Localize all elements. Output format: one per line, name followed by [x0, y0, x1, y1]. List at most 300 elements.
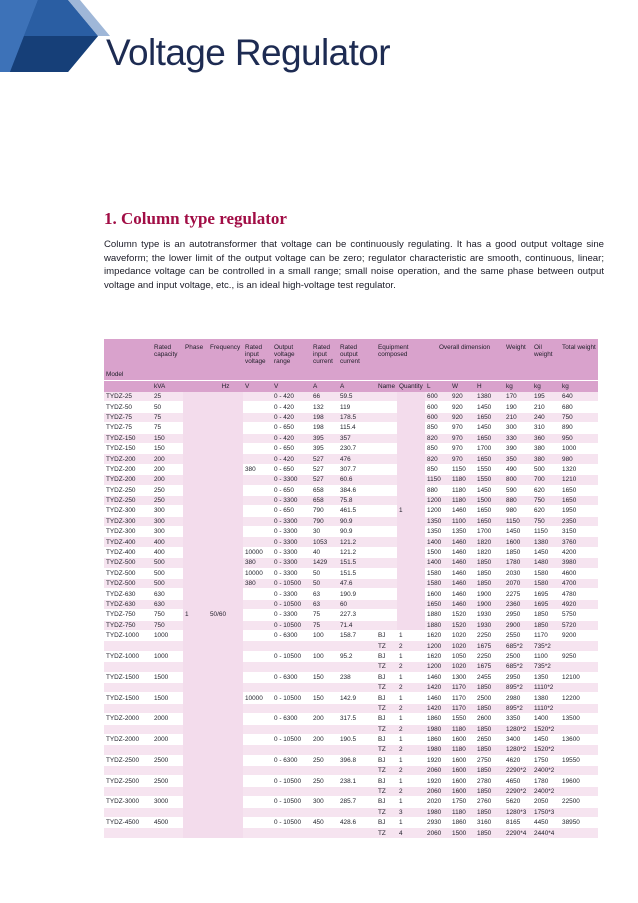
cell-aout: 142.9	[338, 693, 376, 703]
cell-range: 0 - 10500	[272, 620, 311, 630]
cell-kva	[152, 807, 183, 817]
cell-oil: 1350	[532, 672, 560, 682]
table-row	[104, 807, 598, 817]
cell-vin	[243, 443, 272, 453]
cell-h: 1900	[475, 599, 504, 609]
cell-vin	[243, 402, 272, 412]
cell-w: 920	[450, 412, 475, 422]
cell-total	[560, 786, 598, 796]
cell-l: 1200	[425, 506, 450, 516]
cell-range: 0 - 420	[272, 454, 311, 464]
cell-range: 0 - 6300	[272, 630, 311, 640]
cell-model: TYDZ-1500	[104, 672, 152, 682]
cell-oil: 1850	[532, 610, 560, 620]
cell-aout: 384.6	[338, 485, 376, 495]
cell-ain: 50	[311, 579, 338, 589]
cell-aout: 121.2	[338, 537, 376, 547]
cell-ain	[311, 786, 338, 796]
cell-ain	[311, 682, 338, 692]
cell-ain: 75	[311, 610, 338, 620]
cell-qty: 1	[397, 651, 425, 661]
cell-aout: 461.5	[338, 506, 376, 516]
cell-wt: 2980	[504, 693, 532, 703]
cell-oil: 620	[532, 485, 560, 495]
cell-h: 1450	[475, 485, 504, 495]
cell-h: 2250	[475, 630, 504, 640]
cell-oil: 750	[532, 495, 560, 505]
cell-kva	[152, 641, 183, 651]
cell-model	[104, 786, 152, 796]
cell-wt: 350	[504, 454, 532, 464]
table-row	[104, 558, 598, 568]
cell-range: 0 - 3300	[272, 589, 311, 599]
table-row	[104, 464, 598, 474]
cell-h: 1820	[475, 547, 504, 557]
cell-w: 1180	[450, 475, 475, 485]
table-row	[104, 672, 598, 682]
cell-model: TYDZ-150	[104, 433, 152, 443]
cell-h: 1930	[475, 620, 504, 630]
unit-frequency: Hz	[208, 381, 243, 393]
cell-model: TYDZ-300	[104, 506, 152, 516]
cell-w: 920	[450, 402, 475, 412]
intro-paragraph: Column type is an autotransformer that voltage can be continuously regulating. It has a good output voltage sine waveform; the lower limit of the output voltage can be zero; regulator characteristic are smooth, continuous, linear; impedance voltage can be controlled in a small range; small noise operation, and the same phase between output voltage and input voltage, etc., is an ideal high-voltage test regulator.	[104, 239, 604, 291]
cell-oil: 1100	[532, 651, 560, 661]
cell-oil: 735*2	[532, 662, 560, 672]
cell-ain: 1429	[311, 558, 338, 568]
cell-name	[376, 558, 397, 568]
cell-total: 38950	[560, 818, 598, 828]
header-overall-dimension: Overall dimension	[425, 339, 504, 381]
cell-l: 600	[425, 392, 450, 402]
cell-ain: 450	[311, 818, 338, 828]
table-row	[104, 579, 598, 589]
cell-model	[104, 828, 152, 838]
table-row	[104, 485, 598, 495]
table-row	[104, 755, 598, 765]
cell-total	[560, 766, 598, 776]
cell-l: 1500	[425, 547, 450, 557]
cell-h: 2760	[475, 797, 504, 807]
cell-wt: 1780	[504, 558, 532, 568]
cell-h: 1700	[475, 527, 504, 537]
cell-aout: 90.9	[338, 516, 376, 526]
cell-l: 1400	[425, 537, 450, 547]
cell-oil: 1450	[532, 547, 560, 557]
cell-kva: 2000	[152, 734, 183, 744]
cell-model: TYDZ-630	[104, 589, 152, 599]
cell-ain: 63	[311, 599, 338, 609]
cell-wt: 2290*2	[504, 766, 532, 776]
table-row	[104, 599, 598, 609]
cell-l: 2930	[425, 818, 450, 828]
cell-range: 0 - 420	[272, 412, 311, 422]
cell-ain	[311, 662, 338, 672]
cell-kva	[152, 682, 183, 692]
cell-total: 12200	[560, 693, 598, 703]
cell-aout: 90.9	[338, 527, 376, 537]
header-phase: Phase	[183, 339, 208, 381]
cell-l: 1920	[425, 755, 450, 765]
cell-kva	[152, 828, 183, 838]
cell-wt: 1600	[504, 537, 532, 547]
cell-vin	[243, 672, 272, 682]
cell-w: 1750	[450, 797, 475, 807]
cell-vin	[243, 682, 272, 692]
cell-aout: 119	[338, 402, 376, 412]
cell-total	[560, 641, 598, 651]
cell-l: 1620	[425, 630, 450, 640]
cell-ain: 790	[311, 506, 338, 516]
cell-aout	[338, 662, 376, 672]
cell-ain: 658	[311, 485, 338, 495]
cell-oil: 2440*4	[532, 828, 560, 838]
cell-kva: 4500	[152, 818, 183, 828]
cell-range	[272, 682, 311, 692]
cell-model: TYDZ-150	[104, 443, 152, 453]
cell-vin	[243, 630, 272, 640]
cell-range	[272, 745, 311, 755]
cell-qty: 2	[397, 641, 425, 651]
cell-qty: 1	[397, 734, 425, 744]
cell-oil: 360	[532, 433, 560, 443]
cell-range: 0 - 3300	[272, 568, 311, 578]
cell-oil: 735*2	[532, 641, 560, 651]
cell-l: 1920	[425, 776, 450, 786]
cell-total: 2350	[560, 516, 598, 526]
unit-w: W	[450, 381, 475, 393]
cell-model: TYDZ-400	[104, 537, 152, 547]
cell-w: 1020	[450, 641, 475, 651]
cell-w: 1180	[450, 495, 475, 505]
cell-total: 13600	[560, 734, 598, 744]
cell-name	[376, 443, 397, 453]
cell-qty: 4	[397, 828, 425, 838]
cell-name: TZ	[376, 828, 397, 838]
cell-l: 1650	[425, 599, 450, 609]
cell-vin	[243, 433, 272, 443]
cell-range: 0 - 6300	[272, 672, 311, 682]
cell-w: 1600	[450, 734, 475, 744]
cell-vin: 380	[243, 579, 272, 589]
cell-aout: 158.7	[338, 630, 376, 640]
cell-model: TYDZ-500	[104, 579, 152, 589]
cell-range: 0 - 10500	[272, 651, 311, 661]
unit-quantity: Quantity	[397, 381, 425, 393]
cell-total: 750	[560, 412, 598, 422]
cell-model: TYDZ-75	[104, 412, 152, 422]
table-row	[104, 402, 598, 412]
cell-wt: 1280*2	[504, 745, 532, 755]
cell-aout	[338, 807, 376, 817]
frequency-cell: 50/60	[208, 392, 243, 838]
cell-wt: 4650	[504, 776, 532, 786]
cell-wt: 390	[504, 443, 532, 453]
cell-aout	[338, 641, 376, 651]
cell-ain: 395	[311, 433, 338, 443]
cell-kva: 500	[152, 558, 183, 568]
cell-range: 0 - 3300	[272, 475, 311, 485]
cell-model: TYDZ-1000	[104, 651, 152, 661]
cell-wt: 1450	[504, 527, 532, 537]
cell-ain: 527	[311, 475, 338, 485]
unit-h: H	[475, 381, 504, 393]
cell-w: 1020	[450, 662, 475, 672]
cell-kva: 250	[152, 495, 183, 505]
cell-aout: 317.5	[338, 714, 376, 724]
cell-h: 1650	[475, 433, 504, 443]
cell-vin	[243, 786, 272, 796]
cell-vin	[243, 620, 272, 630]
cell-kva: 75	[152, 423, 183, 433]
cell-ain: 30	[311, 527, 338, 537]
cell-oil: 1580	[532, 579, 560, 589]
cell-wt: 880	[504, 495, 532, 505]
cell-h: 1850	[475, 579, 504, 589]
cell-l: 1150	[425, 475, 450, 485]
cell-oil: 1170	[532, 630, 560, 640]
cell-range: 0 - 3300	[272, 558, 311, 568]
cell-aout: 190.9	[338, 589, 376, 599]
cell-model: TYDZ-250	[104, 495, 152, 505]
cell-name: BJ	[376, 693, 397, 703]
cell-oil: 700	[532, 475, 560, 485]
cell-name: BJ	[376, 755, 397, 765]
cell-total: 4780	[560, 589, 598, 599]
table-row	[104, 527, 598, 537]
table-row	[104, 630, 598, 640]
cell-name: TZ	[376, 682, 397, 692]
cell-h: 2750	[475, 755, 504, 765]
cell-name	[376, 402, 397, 412]
cell-kva: 200	[152, 464, 183, 474]
cell-model	[104, 662, 152, 672]
cell-w: 1180	[450, 745, 475, 755]
cell-wt: 190	[504, 402, 532, 412]
cell-ain: 250	[311, 755, 338, 765]
cell-l: 1980	[425, 724, 450, 734]
cell-model	[104, 724, 152, 734]
cell-name	[376, 527, 397, 537]
cell-range	[272, 724, 311, 734]
cell-kva: 150	[152, 433, 183, 443]
cell-l: 1460	[425, 672, 450, 682]
table-row	[104, 703, 598, 713]
cell-ain: 658	[311, 495, 338, 505]
cell-kva: 500	[152, 579, 183, 589]
cell-name: TZ	[376, 807, 397, 817]
cell-qty: 2	[397, 724, 425, 734]
cell-name	[376, 433, 397, 443]
cell-range: 0 - 650	[272, 464, 311, 474]
cell-range: 0 - 3300	[272, 547, 311, 557]
section-title: 1. Column type regulator	[104, 209, 287, 228]
cell-w: 1150	[450, 464, 475, 474]
cell-name	[376, 412, 397, 422]
cell-vin	[243, 703, 272, 713]
cell-range: 0 - 3300	[272, 537, 311, 547]
cell-name	[376, 599, 397, 609]
cell-w: 1460	[450, 579, 475, 589]
cell-wt: 685*2	[504, 641, 532, 651]
cell-l: 1580	[425, 579, 450, 589]
table-row	[104, 682, 598, 692]
cell-w: 1600	[450, 776, 475, 786]
cell-range: 0 - 10500	[272, 776, 311, 786]
cell-l: 600	[425, 412, 450, 422]
cell-aout: 60	[338, 599, 376, 609]
cell-total	[560, 745, 598, 755]
unit-l: L	[425, 381, 450, 393]
cell-l: 2060	[425, 786, 450, 796]
cell-l: 2060	[425, 766, 450, 776]
unit-capacity: kVA	[152, 381, 183, 393]
table-row	[104, 589, 598, 599]
table-row	[104, 693, 598, 703]
header-model: Model	[104, 339, 152, 381]
cell-w: 1520	[450, 610, 475, 620]
table-row	[104, 818, 598, 828]
cell-oil: 750	[532, 516, 560, 526]
cell-wt: 800	[504, 475, 532, 485]
cell-total: 13500	[560, 714, 598, 724]
cell-model	[104, 703, 152, 713]
cell-model	[104, 807, 152, 817]
cell-h: 1850	[475, 724, 504, 734]
cell-oil: 1780	[532, 776, 560, 786]
cell-aout: 227.3	[338, 610, 376, 620]
cell-range	[272, 828, 311, 838]
cell-oil: 1380	[532, 693, 560, 703]
cell-h: 1550	[475, 464, 504, 474]
cell-oil: 1400	[532, 714, 560, 724]
cell-qty: 1	[397, 797, 425, 807]
cell-w: 1300	[450, 672, 475, 682]
cell-total: 1320	[560, 464, 598, 474]
cell-wt: 3350	[504, 714, 532, 724]
cell-h: 1850	[475, 568, 504, 578]
cell-qty: 1	[397, 755, 425, 765]
cell-vin	[243, 423, 272, 433]
cell-vin	[243, 734, 272, 744]
cell-name	[376, 464, 397, 474]
cell-kva: 1000	[152, 630, 183, 640]
cell-total: 950	[560, 433, 598, 443]
cell-model: TYDZ-25	[104, 392, 152, 402]
cell-aout: 59.5	[338, 392, 376, 402]
cell-h: 1650	[475, 454, 504, 464]
cell-kva: 200	[152, 454, 183, 464]
cell-wt: 1150	[504, 516, 532, 526]
cell-aout: 285.7	[338, 797, 376, 807]
cell-ain: 790	[311, 516, 338, 526]
cell-w: 1350	[450, 527, 475, 537]
cell-name	[376, 620, 397, 630]
cell-qty: 1	[397, 818, 425, 828]
cell-aout	[338, 682, 376, 692]
cell-vin: 10000	[243, 568, 272, 578]
cell-wt: 685*2	[504, 662, 532, 672]
cell-kva: 250	[152, 485, 183, 495]
cell-vin	[243, 495, 272, 505]
cell-oil: 380	[532, 443, 560, 453]
cell-range: 0 - 10500	[272, 818, 311, 828]
cell-oil: 210	[532, 402, 560, 412]
cell-vin	[243, 807, 272, 817]
cell-model: TYDZ-300	[104, 516, 152, 526]
unit-input-voltage: V	[243, 381, 272, 393]
cell-total: 1000	[560, 443, 598, 453]
cell-model	[104, 682, 152, 692]
cell-total: 4700	[560, 579, 598, 589]
cell-oil: 1480	[532, 558, 560, 568]
cell-oil: 1450	[532, 734, 560, 744]
cell-total: 3150	[560, 527, 598, 537]
cell-l: 1420	[425, 703, 450, 713]
table-row	[104, 797, 598, 807]
cell-vin: 380	[243, 464, 272, 474]
cell-ain: 100	[311, 630, 338, 640]
cell-total: 3980	[560, 558, 598, 568]
cell-name	[376, 610, 397, 620]
table-row	[104, 547, 598, 557]
cell-model: TYDZ-4500	[104, 818, 152, 828]
cell-name	[376, 579, 397, 589]
cell-h: 1930	[475, 610, 504, 620]
cell-ain: 198	[311, 423, 338, 433]
cell-ain: 198	[311, 412, 338, 422]
cell-kva: 150	[152, 443, 183, 453]
cell-h: 1900	[475, 589, 504, 599]
cell-vin	[243, 599, 272, 609]
cell-l: 850	[425, 423, 450, 433]
cell-range: 0 - 3300	[272, 516, 311, 526]
cell-name	[376, 516, 397, 526]
cell-ain: 527	[311, 454, 338, 464]
table-row	[104, 392, 598, 402]
cell-model: TYDZ-200	[104, 454, 152, 464]
cell-total	[560, 724, 598, 734]
cell-vin	[243, 776, 272, 786]
cell-kva: 1500	[152, 672, 183, 682]
cell-kva: 750	[152, 610, 183, 620]
cell-w: 1180	[450, 485, 475, 495]
table-row	[104, 714, 598, 724]
cell-aout	[338, 724, 376, 734]
cell-oil: 1750	[532, 755, 560, 765]
cell-vin	[243, 537, 272, 547]
cell-total: 4200	[560, 547, 598, 557]
cell-w: 1860	[450, 818, 475, 828]
cell-range: 0 - 650	[272, 485, 311, 495]
cell-total: 5720	[560, 620, 598, 630]
cell-name: BJ	[376, 797, 397, 807]
cell-kva: 1500	[152, 693, 183, 703]
cell-name: BJ	[376, 630, 397, 640]
cell-model: TYDZ-3000	[104, 797, 152, 807]
cell-oil: 240	[532, 412, 560, 422]
table-row	[104, 734, 598, 744]
cell-vin	[243, 828, 272, 838]
cell-h: 1650	[475, 412, 504, 422]
cell-range	[272, 807, 311, 817]
cell-w: 970	[450, 423, 475, 433]
cell-kva: 50	[152, 402, 183, 412]
cell-h: 2780	[475, 776, 504, 786]
cell-l: 1350	[425, 516, 450, 526]
cell-total: 1650	[560, 495, 598, 505]
cell-vin	[243, 485, 272, 495]
